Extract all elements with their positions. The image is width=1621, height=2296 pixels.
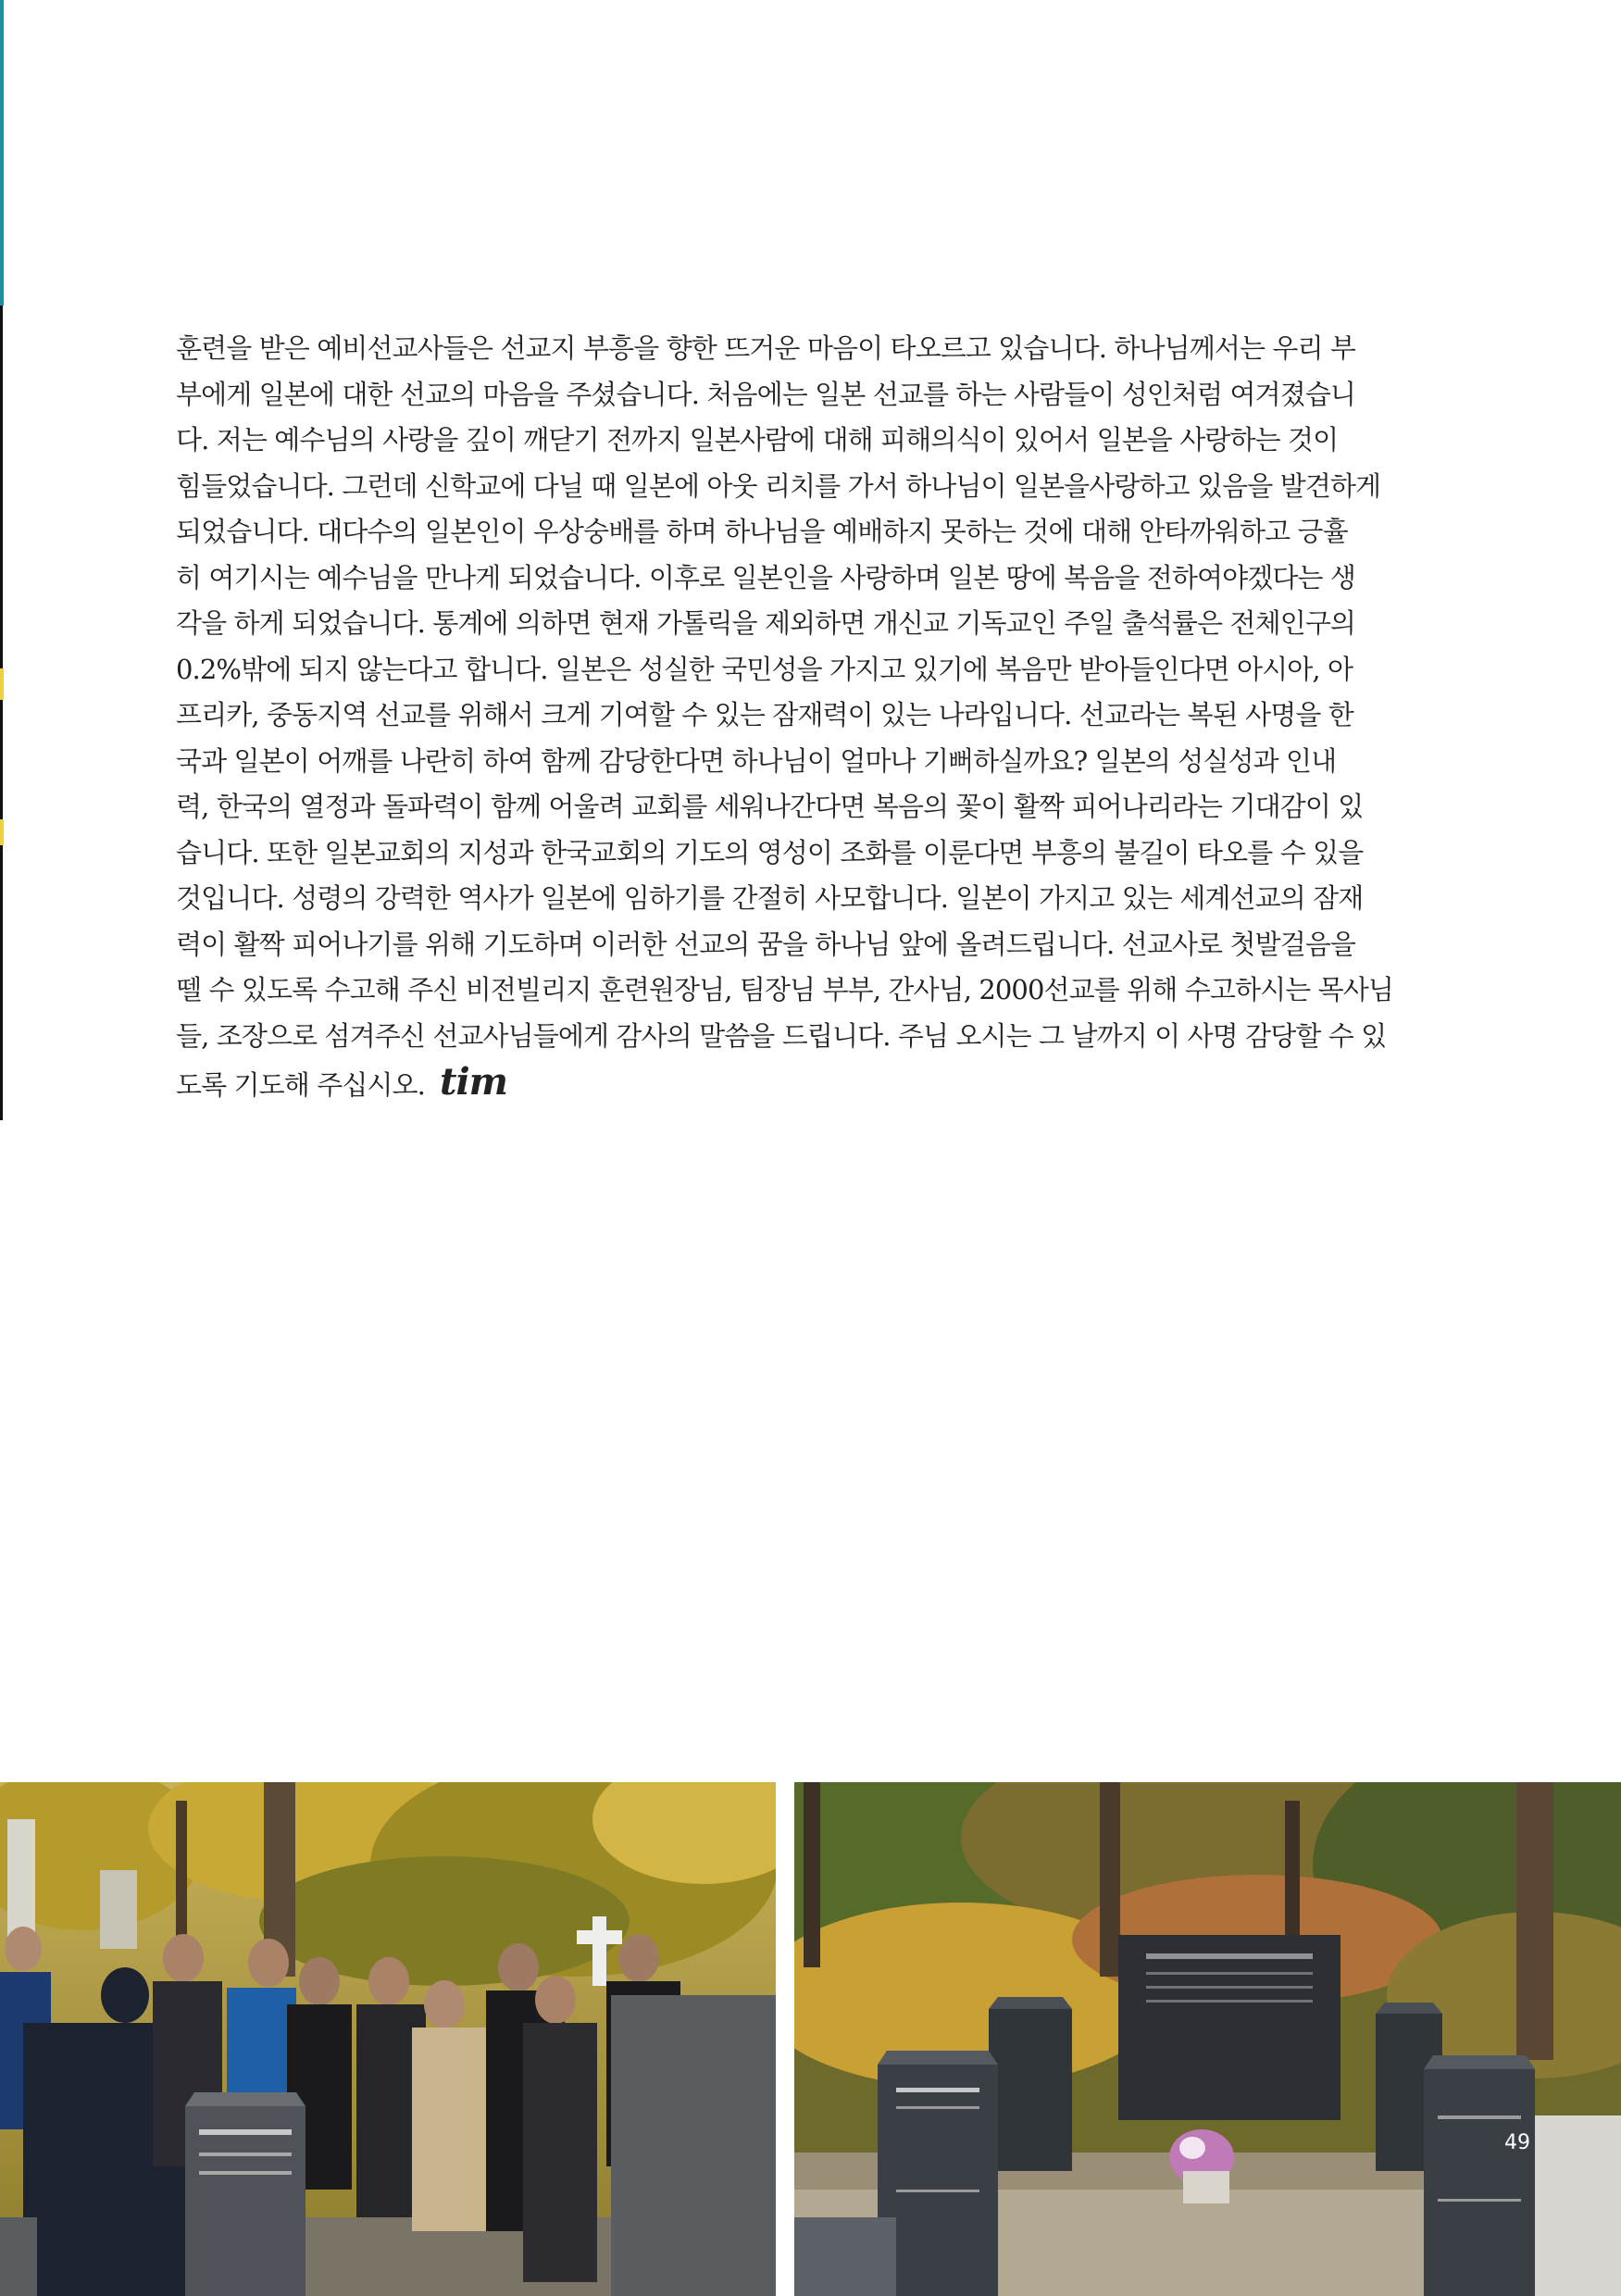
article-body	[176, 326, 1509, 1105]
body-line: 뗄 수 있도록 수고해 주신 비전빌리지 훈련원장님, 팀장님 부부, 간사님, 2000선교를 위해 수고하시는 목사님	[176, 974, 1393, 1005]
edge-accent-yellow	[0, 668, 4, 700]
body-line-text: 도록 기도해 주십시오.	[176, 1069, 425, 1101]
author-signature: tim	[439, 1060, 507, 1104]
body-line: 력, 한국의 열정과 돌파력이 함께 어울려 교회를 세워나간다면 복음의 꽃이 활짝 피어나리라는 기대감이 있	[176, 791, 1364, 822]
body-line: 것입니다. 성령의 강력한 역사가 일본에 임하기를 간절히 사모합니다. 일본이 가지고 있는 세계선교의 잠재	[176, 882, 1364, 914]
body-line: 힘들었습니다. 그런데 신학교에 다닐 때 일본에 아웃 리치를 가서 하나님이 일본을사랑하고 있음을 발견하게	[176, 469, 1381, 502]
edge-accent-dark	[0, 306, 3, 1120]
edge-accent-teal	[0, 0, 4, 306]
body-line: 히 여기시는 예수님을 만나게 되었습니다. 이후로 일본인을 사랑하며 일본 땅에 복음을 전하여야겠다는 생	[176, 561, 1356, 593]
body-line: 력이 활짝 피어나기를 위해 기도하며 이러한 선교의 꿈을 하나님 앞에 올려드립니다. 선교사로 첫발걸음을	[176, 928, 1356, 960]
body-line: 프리카, 중동지역 선교를 위해서 크게 기여할 수 있는 잠재력이 있는 나라입니다. 선교라는 복된 사명을 한	[176, 699, 1353, 730]
body-line: 국과 일본이 어깨를 나란히 하여 함께 감당한다면 하나님이 얼마나 기뻐하실까요? 일본의 성실성과 인내	[176, 744, 1337, 777]
photo-memorial-illustration	[794, 1782, 1621, 2296]
body-line: 들, 조장으로 섬겨주신 선교사님들에게 감사의 말씀을 드립니다. 주님 오시는 그 날까지 이 사명 감당할 수 있	[176, 1019, 1387, 1052]
body-line-last	[176, 1059, 1509, 1105]
body-line: 습니다. 또한 일본교회의 지성과 한국교회의 기도의 영성이 조화를 이룬다면 부흥의 불길이 타오를 수 있을	[176, 836, 1364, 868]
body-line: 훈련을 받은 예비선교사들은 선교지 부흥을 향한 뜨거운 마음이 타오르고 있습니다. 하나님께서는 우리 부	[176, 332, 1356, 364]
photo-memorial-stones	[794, 1782, 1621, 2296]
body-line: 부에게 일본에 대한 선교의 마음을 주셨습니다. 처음에는 일본 선교를 하는 사람들이 성인처럼 여겨졌습니	[176, 378, 1356, 410]
edge-accent-yellow	[0, 819, 4, 845]
body-line: 0.2%밖에 되지 않는다고 합니다. 일본은 성실한 국민성을 가지고 있기에 복음만 받아들인다면 아시아, 아	[176, 653, 1353, 685]
photo-group-at-cemetery	[0, 1782, 776, 2296]
page-number: 49	[1504, 2131, 1530, 2154]
body-line: 다. 저는 예수님의 사랑을 깊이 깨닫기 전까지 일본사람에 대해 피해의식이 있어서 일본을 사랑하는 것이	[176, 424, 1339, 455]
photo-group-illustration	[0, 1782, 776, 2296]
body-line: 각을 하게 되었습니다. 통계에 의하면 현재 가톨릭을 제외하면 개신교 기독교인 주일 출석률은 전체인구의	[176, 607, 1356, 639]
body-line: 되었습니다. 대다수의 일본인이 우상숭배를 하며 하나님을 예배하지 못하는 것에 대해 안타까워하고 긍휼	[176, 516, 1348, 547]
